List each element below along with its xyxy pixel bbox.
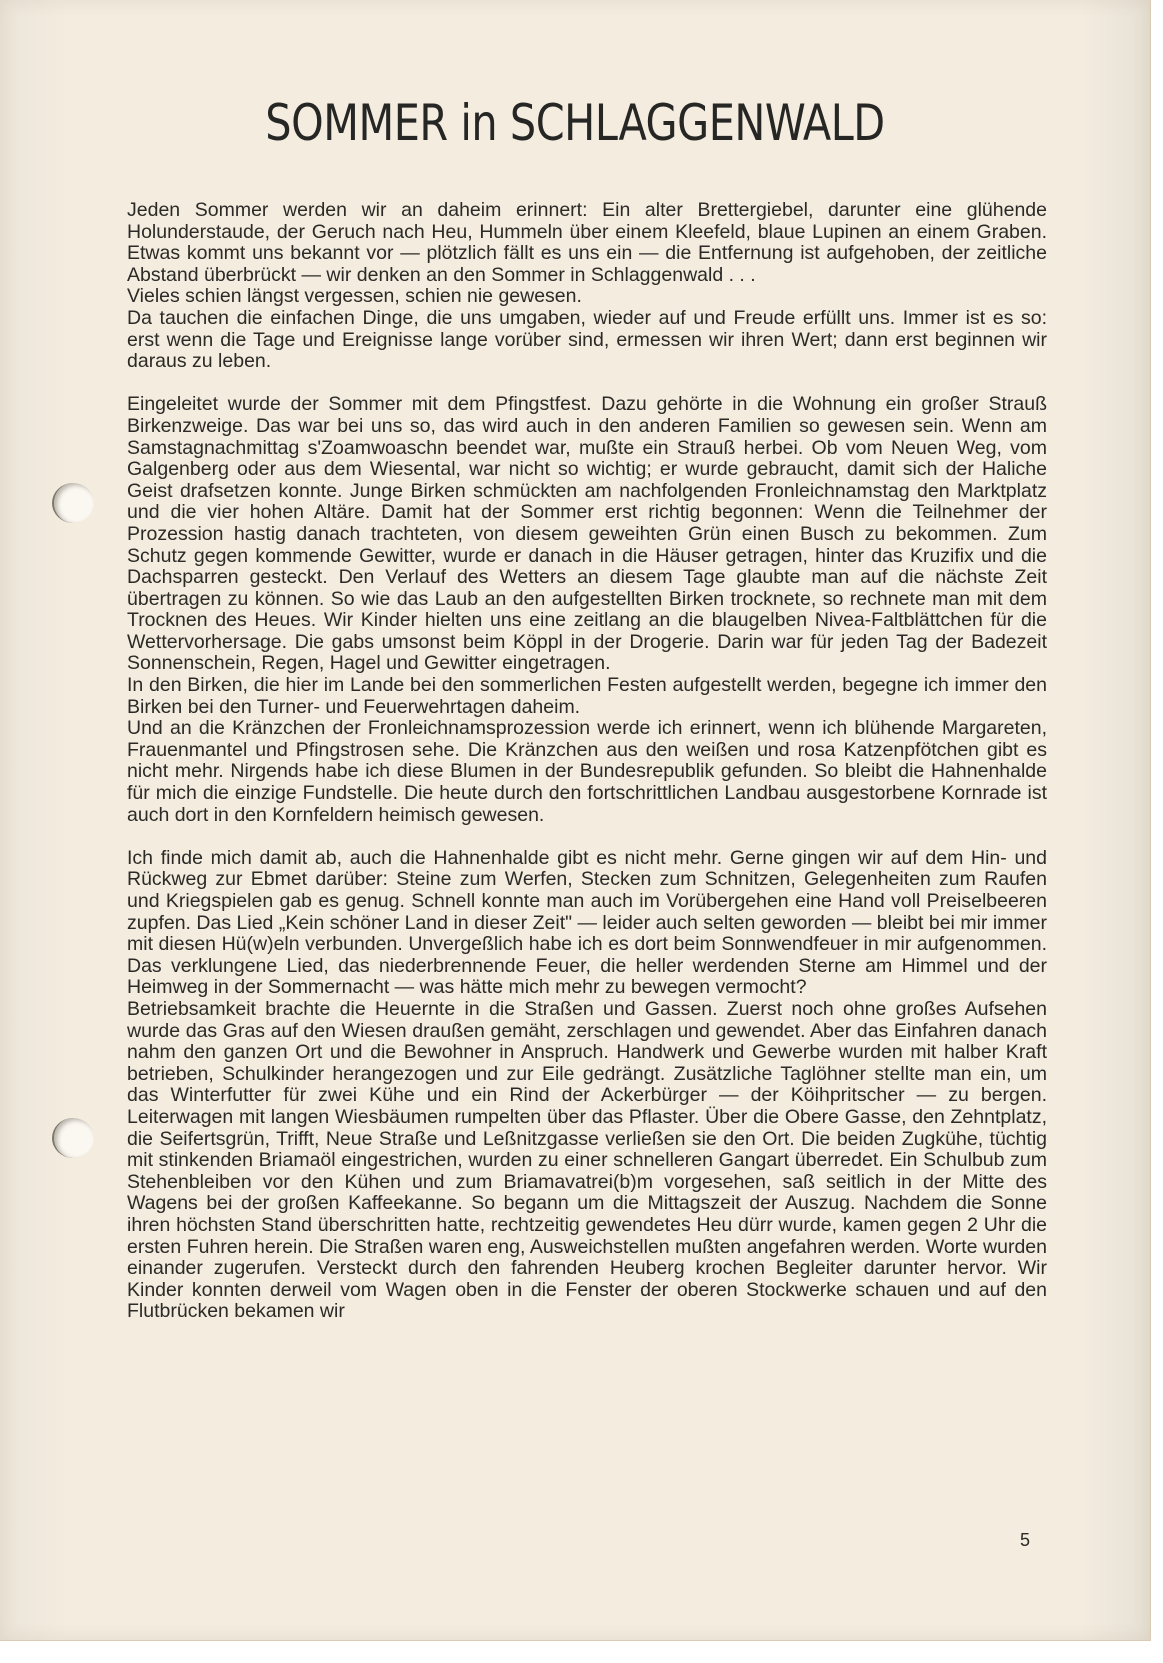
punch-hole-top: [52, 483, 94, 523]
paragraph-simple-things: Da tauchen die einfachen Dinge, die uns umgaben, wieder auf und Freude erfüllt uns. Immer ist es so: erst wenn die Tage und Ereignisse lange vorüber sind, ermessen wir ihren Wert; dann erst beginnen wir daraus zu leben.: [127, 306, 1047, 373]
paragraph-pfingstfest: Eingeleitet wurde der Sommer mit dem Pfingstfest. Dazu gehörte in die Wohnung ein großer Strauß Birkenzweige. Das war bei uns so, das wird auch in den anderen Familien so gewesen sein. Wenn am Samstagnachmittag s'Zoamwoaschn beendet war, mußte ein Strauß herbei. Ob vom Neuen Weg, vom Galgenberg oder aus dem Wiesental, war nicht so wichtig; er wurde gebraucht, damit sich der Haliche Geist drafsetzen konnte. Junge Birken schmückten am nachfolgenden Fronleichnamstag den Marktplatz und die vier hohen Altäre. Damit hat der Sommer erst richtig begonnen: Wenn die Teilnehmer der Prozession hastig danach trachteten, von diesem geweihten Grün einen Busch zu bekommen. Zum Schutz gegen kommende Gewitter, wurde er danach in die Häuser getragen, hinter das Kruzifix und die Dachsparren gesteckt. Den Verlauf des Wetters an diesem Tage glaubte man auf die nächste Zeit übertragen zu können. So wie das Laub an den aufgestellten Birken trocknete, so rechnete man mit dem Trocknen des Heues. Wir Kinder hielten uns eine zeitlang an die blaugelben Nivea-Faltblättchen für die Wettervorhersage. Die gabs umsonst beim Köppl in der Drogerie. Darin war für jeden Tag der Badezeit Sonnenschein, Regen, Hagel und Gewitter eingetragen.: [127, 393, 1047, 675]
paragraph-kraenzchen: Und an die Kränzchen der Fronleichnamsprozession werde ich erinnert, wenn ich blühende Margareten, Frauenmantel und Pfingstrosen sehe. Die Kränzchen aus den weißen und rosa Katzenpfötchen gibt es nicht mehr. Nirgends habe ich diese Blumen in der Bundesrepublik gefunden. So bleibt die Hahnenhalde für mich die einzige Fundstelle. Die heute durch den fortschrittlichen Landbau ausgestorbene Kornrade ist auch dort in den Kornfeldern heimisch gewesen.: [127, 717, 1047, 826]
paragraph-hahnenhalde: Ich finde mich damit ab, auch die Hahnenhalde gibt es nicht mehr. Gerne gingen wir auf dem Hin- und Rückweg zur Ebmet darüber: Steine zum Werfen, Stecken zum Schnitzen, Gelegenheiten zum Raufen und Kriegspielen gab es genug. Schnell konnte man auch im Vorübergehen eine Hand voll Preiselbeeren zupfen. Das Lied „Kein schöner Land in dieser Zeit" — leider auch selten geworden — bleibt bei mir immer mit diesen Hü(w)eln verbunden. Unvergeßlich habe ich es dort beim Sonnwendfeuer in mir aufgenommen. Das verklungene Lied, das niederbrennende Feuer, die heller werdenden Sterne am Himmel und der Heimweg in der Sommernacht — was hätte mich mehr zu bewegen vermocht?: [127, 846, 1047, 999]
punch-hole-bottom: [52, 1118, 94, 1158]
paragraph-heuernte: Betriebsamkeit brachte die Heuernte in die Straßen und Gassen. Zuerst noch ohne großes Aufsehen wurde das Gras auf den Wiesen draußen gemäht, zerschlagen und gewendet. Aber das Einfahren danach nahm den ganzen Ort und die Bewohner in Anspruch. Handwerk und Gewerbe wurden mit halber Kraft betrieben, Schulkinder herangezogen und zur Eile gedrängt. Zusätzliche Taglöhner stellte man ein, um das Winterfutter für zwei Kühe und ein Rind der Ackerbürger — der Köihpritscher — zu bergen. Leiterwagen mit langen Wiesbäumen rumpelten über das Pflaster. Über die Obere Gasse, den Zehntplatz, die Seifertsgrün, Trifft, Neue Straße und Leßnitzgasse verließen sie den Ort. Die beiden Zugkühe, tüchtig mit stinkenden Briamaöl eingestrichen, wurden zu einer schnelleren Gangart überredet. Ein Schulbub zum Stehenbleiben vor den Kühen und zum Briamavatrei(b)m vorgesehen, saß seitlich in der Mitte des Wagens bei der großen Kaffeekanne. So begann um die Mittagszeit der Auszug. Nachdem die Sonne ihren höchsten Stand überschritten hatte, rechtzeitig gewendetes Heu dürr wurde, kamen gegen 2 Uhr die ersten Fuhren herein. Die Straßen waren eng, Ausweichstellen mußten angefahren werden. Worte wurden einander zugerufen. Versteckt durch den fahrenden Heuberg krochen Begleiter darunter hervor. Wir Kinder konnten derweil vom Wagen oben in die Fenster der oberen Stockwerke schauen und auf den Flutbrücken bekamen wir: [127, 997, 1047, 1323]
paragraph-intro: Jeden Sommer werden wir an daheim erinnert: Ein alter Brettergiebel, darunter eine glühende Holunderstaude, der Geruch nach Heu, Hummeln über einem Kleefeld, blaue Lupinen an einem Graben. Etwas kommt uns bekannt vor — plötzlich fällt es uns ein — die Entfernung ist aufgehoben, der zeitliche Abstand überbrückt — wir denken an den Sommer in Schlaggenwald . . .: [127, 199, 1047, 286]
paragraph-birken: In den Birken, die hier im Lande bei den sommerlichen Festen aufgestellt werden, begegne ich immer den Birken bei den Turner- und Feuerwehrtagen daheim.: [127, 674, 1047, 718]
article-body: [127, 200, 1047, 1323]
page-title: SOMMER in SCHLAGGENWALD: [265, 94, 885, 152]
paragraph-forgotten: Vieles schien längst vergessen, schien nie gewesen.: [127, 285, 582, 308]
page-number: 5: [1020, 1530, 1031, 1550]
